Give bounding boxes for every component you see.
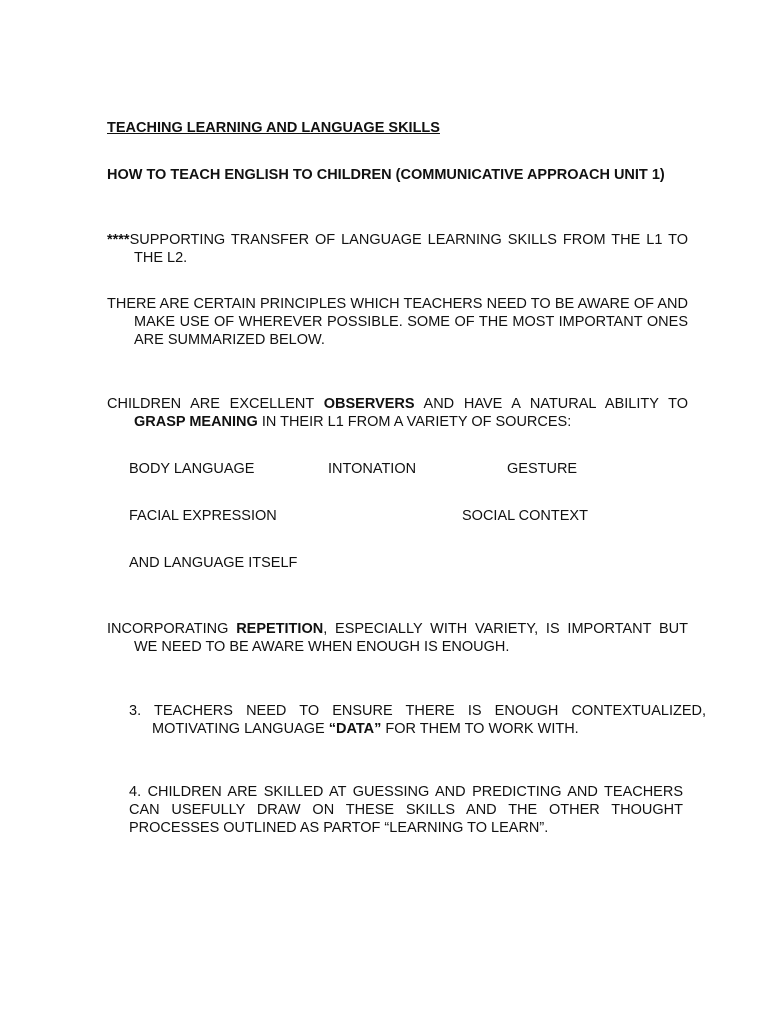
source-facial-expression: FACIAL EXPRESSION — [129, 508, 277, 524]
sources-row-2 — [0, 507, 768, 525]
grasp-meaning-term: GRASP MEANING — [134, 414, 258, 430]
observers-text-3: IN THEIR L1 FROM A VARIETY OF SOURCES: — [257, 414, 572, 430]
sources-row-3 — [0, 554, 768, 572]
source-intonation: INTONATION — [328, 461, 417, 477]
source-body-language: BODY LANGUAGE — [129, 461, 255, 477]
source-social-context: SOCIAL CONTEXT — [462, 508, 588, 524]
observers-term: OBSERVERS — [323, 396, 415, 412]
point-3-text-2: FOR THEM TO WORK WITH. — [381, 721, 579, 737]
principles-intro-paragraph: THERE ARE CERTAIN PRINCIPLES WHICH TEACHERS NEED TO BE AWARE OF AND MAKE USE OF WHEREVER POSSIBLE. SOME OF THE MOST IMPORTANT ONES ARE SUMMARIZED BELOW. — [107, 296, 688, 348]
observers-paragraph — [107, 395, 688, 431]
sources-row-1 — [0, 460, 768, 478]
stars-marker: **** — [107, 232, 130, 248]
point-4-paragraph: 4. CHILDREN ARE SKILLED AT GUESSING AND PREDICTING AND TEACHERS CAN USEFULLY DRAW ON THESE SKILLS AND THE OTHER THOUGHT PROCESSES OUTLINED AS PARTOF “LEARNING TO LEARN”. — [129, 784, 683, 836]
supporting-transfer-paragraph — [107, 231, 688, 267]
observers-text-2: AND HAVE A NATURAL ABILITY TO — [414, 396, 689, 412]
section-heading: HOW TO TEACH ENGLISH TO CHILDREN (COMMUNICATIVE APPROACH UNIT 1) — [107, 167, 665, 183]
repetition-text-1: INCORPORATING — [107, 621, 237, 637]
repetition-paragraph — [107, 620, 688, 656]
data-term: “DATA” — [328, 721, 382, 737]
repetition-text-2: , ESPECIALLY WITH VARIETY, IS IMPORTANT BUT WE NEED TO BE AWARE WHEN ENOUGH IS ENOUGH. — [134, 621, 688, 655]
repetition-term: REPETITION — [236, 621, 324, 637]
point-3-text-1: 3. TEACHERS NEED TO ENSURE THERE IS ENOUGH CONTEXTUALIZED, MOTIVATING LANGUAGE — [129, 703, 706, 737]
source-language-itself: AND LANGUAGE ITSELF — [129, 555, 298, 571]
document-title: TEACHING LEARNING AND LANGUAGE SKILLS — [107, 120, 440, 136]
supporting-transfer-text: SUPPORTING TRANSFER OF LANGUAGE LEARNING SKILLS FROM THE L1 TO THE L2. — [129, 232, 688, 266]
observers-text-1: CHILDREN ARE EXCELLENT — [107, 396, 324, 412]
point-3-paragraph — [107, 702, 706, 738]
source-gesture: GESTURE — [507, 461, 578, 477]
